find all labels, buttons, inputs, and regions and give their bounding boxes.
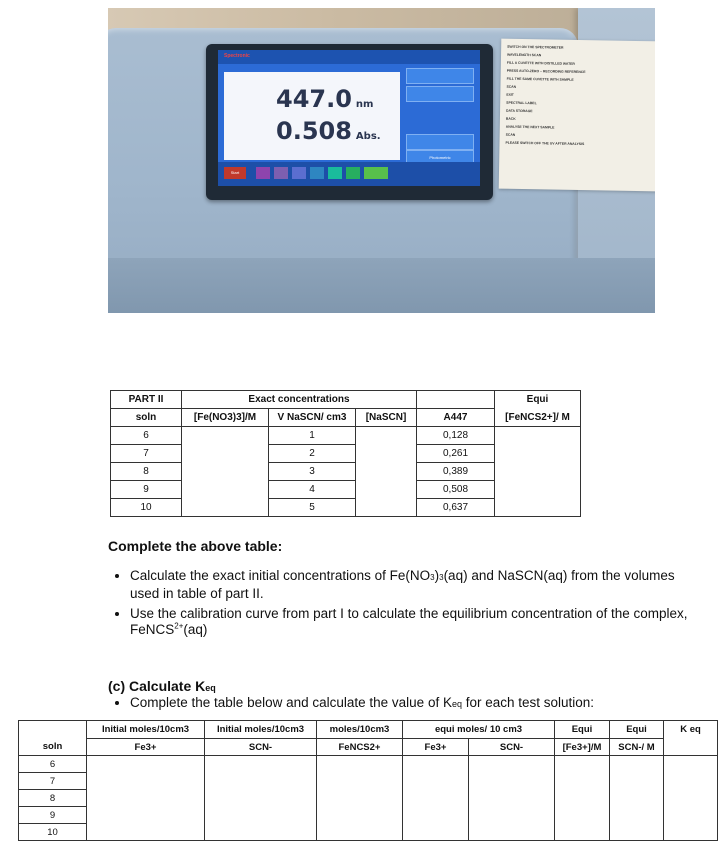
screen-side-button (406, 86, 474, 102)
h-initial-scn: Initial moles/10cm3 (205, 721, 317, 739)
table-cell (19, 721, 87, 739)
soln-cell: 6 (19, 756, 87, 773)
screen-icon-button (328, 167, 342, 179)
soln-cell: 10 (19, 824, 87, 841)
h-equi: Equi (610, 721, 664, 739)
fencs-cell[interactable] (495, 481, 581, 499)
spectrophotometer-photo (108, 8, 655, 313)
nascn-cell[interactable] (356, 499, 417, 517)
volume-cell: 4 (269, 481, 356, 499)
instruction-item: • Complete the table below and calculate the value of Keq for each test solution: (130, 695, 720, 712)
col-soln: soln (19, 739, 87, 756)
note-line: WAVELENGTH SCAN (507, 52, 542, 58)
note-line: PLEASE SWITCH OFF THE UV AFTER ANALYSIS (505, 140, 585, 147)
answer-cell[interactable] (664, 756, 718, 841)
instruction-item: • Use the calibration curve from part I to calculate the equilibrium concentration of the complex, FeNCS$^{2+}$(aq) (130, 606, 690, 638)
soln-cell: 7 (19, 773, 87, 790)
photometric-button: Photometric (406, 150, 474, 166)
col-fencs: FeNCS2+ (317, 739, 403, 756)
col-scn: SCN- (205, 739, 317, 756)
note-line: SCAN (505, 132, 516, 137)
col-fe3: Fe3+ (87, 739, 205, 756)
answer-cell[interactable] (205, 756, 317, 841)
note-line: SPECTRAL LABEL (506, 100, 537, 106)
note-line: SCAN (506, 84, 517, 89)
part2-table (110, 390, 581, 517)
table-row (111, 463, 581, 481)
soln-cell: 9 (19, 807, 87, 824)
volume-cell: 3 (269, 463, 356, 481)
answer-cell[interactable] (87, 756, 205, 841)
h-equi: Equi (555, 721, 610, 739)
col-nascn: [NaSCN] (356, 409, 417, 427)
fe-cell[interactable] (182, 481, 269, 499)
note-line: FILL THE SAME CUVETTE WITH SAMPLE (506, 76, 574, 82)
fencs-cell[interactable] (495, 445, 581, 463)
screen-icon-button (346, 167, 360, 179)
answer-cell[interactable] (403, 756, 469, 841)
col-scn-conc: SCN-/ M (610, 739, 664, 756)
wavelength-value: 447.0 (276, 85, 352, 113)
absorbance-cell: 0,128 (417, 427, 495, 445)
note-line: PRESS AUTO-ZERO – RECORDING REFERENCE (506, 68, 586, 75)
col-scn-equi: SCN- (469, 739, 555, 756)
table-row (111, 427, 581, 445)
absorbance-cell: 0,508 (417, 481, 495, 499)
absorbance-cell: 0,261 (417, 445, 495, 463)
soln-cell: 10 (111, 499, 182, 517)
absorbance-unit: Abs. (355, 131, 381, 142)
absorbance-cell: 0,389 (417, 463, 495, 481)
nascn-cell[interactable] (356, 463, 417, 481)
h-initial-fe: Initial moles/10cm3 (87, 721, 205, 739)
soln-cell: 8 (111, 463, 182, 481)
absorbance-value: 0.508 (276, 117, 352, 145)
start-button: Start (224, 167, 246, 179)
screen-icon-button (274, 167, 288, 179)
col-fe-conc: [Fe3+]/M (555, 739, 610, 756)
answer-cell[interactable] (469, 756, 555, 841)
instrument-front-ledge (108, 258, 655, 313)
screen-topbar (218, 50, 480, 64)
note-line: EXIT (506, 92, 514, 97)
screen-icon-button (256, 167, 270, 179)
table-row (111, 445, 581, 463)
screen-icon-button (292, 167, 306, 179)
note-line: DATA STORAGE (506, 108, 533, 114)
keq-instruction-list (108, 695, 720, 712)
keq-table (18, 720, 718, 841)
soln-cell: 9 (111, 481, 182, 499)
col-v-nascn: V NaSCN/ cm3 (269, 409, 356, 427)
fencs-cell[interactable] (495, 463, 581, 481)
screen-side-button (406, 68, 474, 84)
answer-cell[interactable] (610, 756, 664, 841)
note-line: SWITCH ON THE SPECTROMETER (507, 44, 564, 50)
col-soln: soln (111, 409, 182, 427)
absorbance-cell: 0,637 (417, 499, 495, 517)
note-line: BACK (505, 116, 516, 121)
table-row (111, 499, 581, 517)
wavelength-unit: nm (355, 99, 374, 110)
table-cell (417, 391, 495, 409)
volume-cell: 2 (269, 445, 356, 463)
complete-table-heading: Complete the above table: (108, 538, 283, 554)
fe-cell[interactable] (182, 499, 269, 517)
note-line: FILL A CUVETTE WITH DISTILLED WATER (506, 60, 575, 66)
nascn-cell[interactable] (356, 427, 417, 445)
screen-icon-button (310, 167, 324, 179)
soln-cell: 6 (111, 427, 182, 445)
brand-logo: Spectronic (224, 53, 250, 59)
calculate-keq-heading: (c) Calculate Keq (108, 678, 216, 694)
part-label: PART II (111, 391, 182, 409)
fencs-cell[interactable] (495, 499, 581, 517)
h-keq: K eq (664, 721, 718, 739)
table-row (111, 481, 581, 499)
fencs-cell[interactable] (495, 427, 581, 445)
table-row (19, 756, 718, 773)
screen-icon-button (364, 167, 388, 179)
fe-cell[interactable] (182, 463, 269, 481)
instruction-list (108, 568, 690, 642)
instruction-item: • Calculate the exact initial concentrations of Fe(NO3)3(aq) and NaSCN(aq) from the volumes used in table of part II. (130, 568, 690, 602)
soln-cell: 8 (19, 790, 87, 807)
col-a447: A447 (417, 409, 495, 427)
instruction-note (499, 39, 655, 192)
col-fe3-equi: Fe3+ (403, 739, 469, 756)
fe-cell[interactable] (182, 427, 269, 445)
col-fencs: [FeNCS2+]/ M (495, 409, 581, 427)
volume-cell: 1 (269, 427, 356, 445)
soln-cell: 7 (111, 445, 182, 463)
exact-concentrations-header: Exact concentrations (182, 391, 417, 409)
table-cell (664, 739, 718, 756)
h-moles: moles/10cm3 (317, 721, 403, 739)
nascn-cell[interactable] (356, 481, 417, 499)
note-line: ANALYSE THE NEXT SAMPLE (505, 124, 555, 130)
nascn-cell[interactable] (356, 445, 417, 463)
answer-cell[interactable] (317, 756, 403, 841)
volume-cell: 5 (269, 499, 356, 517)
measurement-readout (276, 86, 381, 150)
fe-cell[interactable] (182, 445, 269, 463)
screen-side-button (406, 134, 474, 150)
equi-header: Equi (495, 391, 581, 409)
col-fe-no3: [Fe(NO3)3]/M (182, 409, 269, 427)
h-equi-moles: equi moles/ 10 cm3 (403, 721, 555, 739)
answer-cell[interactable] (555, 756, 610, 841)
